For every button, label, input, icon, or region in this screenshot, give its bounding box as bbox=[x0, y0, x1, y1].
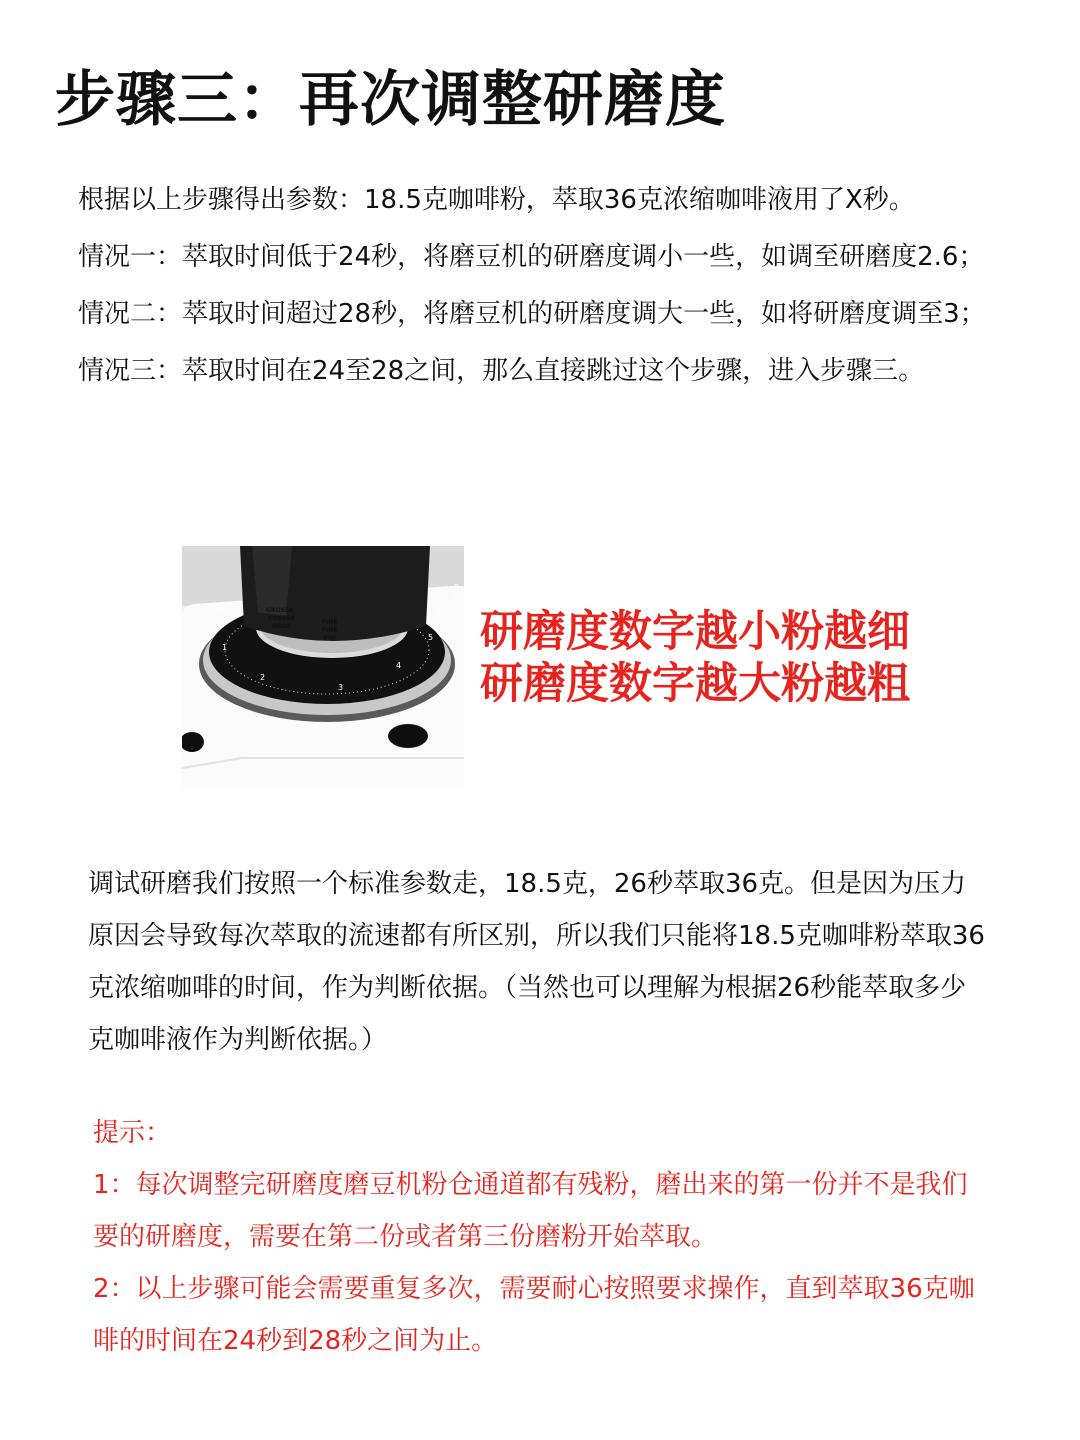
dial-number-3: 3 bbox=[338, 683, 344, 692]
dial-number-6: 6 bbox=[436, 609, 442, 618]
dial-number-1: 1 bbox=[222, 643, 228, 652]
tips-heading: 提示： bbox=[93, 1118, 172, 1148]
case-one-text: 情况一：萃取时间低于24秒，将磨豆机的研磨度调小一些，如调至研磨度2.6； bbox=[78, 242, 985, 272]
dial-number-2: 2 bbox=[260, 673, 266, 682]
tip-one: 1：每次调整完研磨度磨豆机粉仓通道都有残粉，磨出来的第一份并不是我们要的研磨度，需要在第二份或者第三份磨粉开始萃取。 bbox=[93, 1170, 968, 1252]
dial-label-coarse: COARSE bbox=[268, 615, 296, 622]
intro-params-line: 根据以上步骤得出参数：18.5克咖啡粉，萃取36克浓缩咖啡液用了X秒。 bbox=[78, 185, 915, 215]
callout-finer-line: 研磨度数字越小粉越细 bbox=[480, 607, 910, 657]
callout-coarser-line: 研磨度数字越大粉越粗 bbox=[480, 659, 910, 709]
dial-number-4: 4 bbox=[396, 661, 402, 670]
dial-number-5: 5 bbox=[428, 633, 434, 642]
dial-label-fine-1: FINE bbox=[322, 619, 338, 626]
dial-number-8: 8 bbox=[454, 583, 460, 592]
dial-label-gros: GROS bbox=[272, 623, 291, 630]
dial-number-7: 7 bbox=[452, 595, 458, 604]
explanation-text: 调试研磨我们按照一个标准参数走，18.5克，26秒萃取36克。但是因为压力原因会导致每次萃取的流速都有所区别，所以我们只能将18.5克咖啡粉萃取36克浓缩咖啡的时间，作为判断依据。（当然也可以理解为根据26秒能萃取多少克咖啡液作为判断依据。） bbox=[88, 869, 985, 1055]
dial-label-fine-2: FINE bbox=[322, 627, 338, 634]
page-title: 步骤三：再次调整研磨度 bbox=[55, 65, 726, 135]
dial-label-fin: FIN bbox=[324, 635, 336, 642]
tips-section bbox=[93, 1107, 993, 1367]
case-two-text: 情况二：萃取时间超过28秒，将磨豆机的研磨度调大一些，如将研磨度调至3； bbox=[78, 299, 986, 329]
case-three-text: 情况三：萃取时间在24至28之间，那么直接跳过这个步骤，进入步骤三。 bbox=[78, 356, 925, 386]
tip-two: 2：以上步骤可能会需要重复多次，需要耐心按照要求操作，直到萃取36克咖啡的时间在24秒到28秒之间为止。 bbox=[93, 1274, 975, 1356]
explanation-paragraph bbox=[88, 858, 988, 1066]
intro-section bbox=[78, 172, 1048, 400]
dial-label-grossa: GROSSA bbox=[266, 607, 294, 614]
grinder-dial-photo bbox=[182, 546, 464, 787]
dial-number-12: 12 bbox=[214, 605, 225, 614]
grind-size-callout bbox=[480, 606, 910, 710]
